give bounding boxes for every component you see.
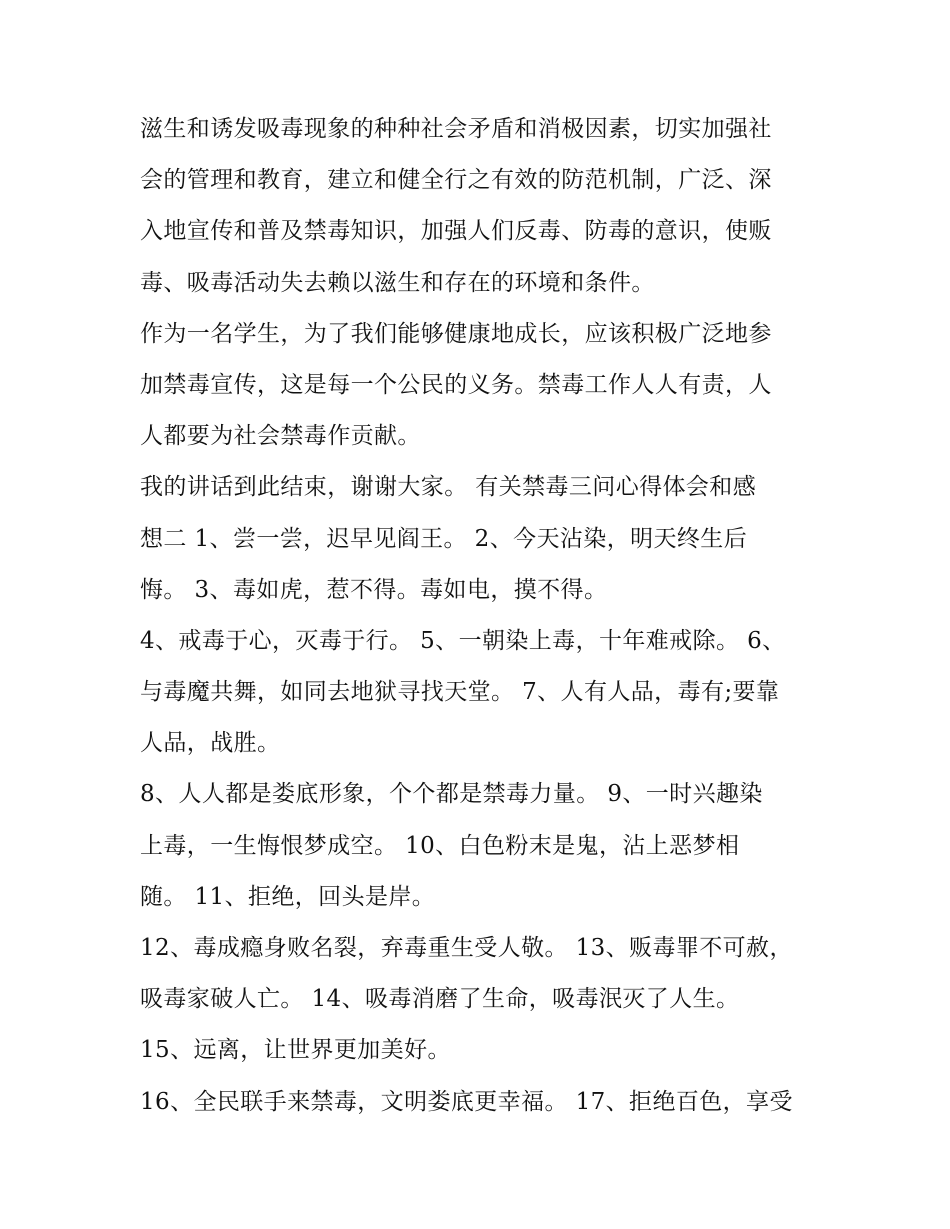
- text-line: 8、人人都是娄底形象，个个都是禁毒力量。 9、一时兴趣染: [140, 781, 763, 808]
- text-line: 悔。 3、毒如虎，惹不得。毒如电，摸不得。: [140, 576, 608, 603]
- text-line: 与毒魔共舞，如同去地狱寻找天堂。 7、人有人品，毒有;要靠: [140, 679, 780, 706]
- text-line: 我的讲话到此结束，谢谢大家。 有关禁毒三问心得体会和感: [140, 474, 757, 501]
- text-line: 入地宣传和普及禁毒知识，加强人们反毒、防毒的意识，使贩: [140, 218, 772, 245]
- text-line: 会的管理和教育，建立和健全行之有效的防范机制，广泛、深: [140, 167, 772, 194]
- text-line: 想二 1、尝一尝，迟早见阎王。 2、今天沾染，明天终生后: [140, 525, 748, 552]
- text-line: 随。 11、拒绝，回头是岸。: [140, 883, 436, 910]
- text-line: 上毒，一生悔恨梦成空。 10、白色粉末是鬼，沾上恶梦相: [140, 832, 740, 859]
- text-line: 16、全民联手来禁毒，文明娄底更幸福。 17、拒绝百色，享受: [140, 1088, 793, 1115]
- text-line: 人品，战胜。: [140, 730, 281, 757]
- text-line: 4、戒毒于心，灭毒于行。 5、一朝染上毒，十年难戒除。 6、: [140, 627, 786, 654]
- text-line: 吸毒家破人亡。 14、吸毒消磨了生命，吸毒泯灭了人生。: [140, 986, 740, 1013]
- text-line: 人都要为社会禁毒作贡献。: [140, 423, 421, 450]
- body-text: [140, 104, 820, 1128]
- text-line: 毒、吸毒活动失去赖以滋生和存在的环境和条件。: [140, 269, 655, 296]
- text-line: 12、毒成瘾身败名裂，弃毒重生受人敬。 13、贩毒罪不可赦，: [140, 935, 793, 961]
- text-line: 15、远离，让世界更加美好。: [140, 1037, 451, 1064]
- text-line: 作为一名学生，为了我们能够健康地成长，应该积极广泛地参: [140, 320, 772, 347]
- text-line: 加禁毒宣传，这是每一个公民的义务。禁毒工作人人有责，人: [140, 371, 772, 398]
- text-line: 滋生和诱发吸毒现象的种种社会矛盾和消极因素，切实加强社: [140, 116, 772, 142]
